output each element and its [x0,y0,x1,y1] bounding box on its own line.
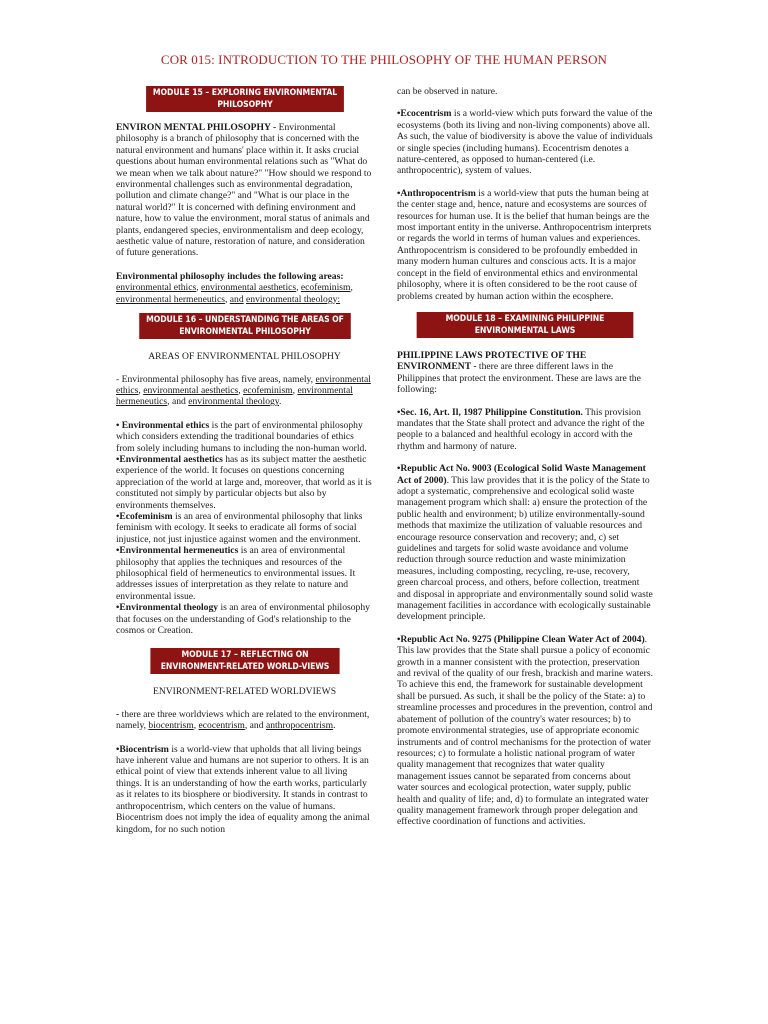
module-18-header: MODULE 18 – EXAMINING PHILIPPINE ENVIRONMENTAL LAWS [417,312,634,338]
left-column [116,86,373,835]
biocentrism-paragraph: •Biocentrism is a world-view that upholds that all living beings have inherent value and humans are not superior to others. It is an ethical point of view that extends inherent value to all living things. It is an understanding of how the earth works, particularly as it relates to its biosphere or biodiversity. It stands in contrast to anthropocentrism, which centers on the value of humans. Biocentrism does not imply the idea of equality among the animal kingdom, for no such notion [116,743,370,835]
env-philosophy-paragraph: ENVIRON MENTAL PHILOSOPHY - Environmental philosophy is a branch of philosophy that is concerned with the natural environment and humans' place within it. It asks crucial questions about human environmental relations such as "What do we mean when we talk about nature?" "How should we respond to environmental challenges such as environmental degradation, pollution and climate change?" and "What is our place in the natural world?" It is concerned with defining environment and nature, how to value the environment, moral status of animals and plants, endangered species, environmentalism and deep ecology, aesthetic value of nature, restoration of nature, and consideration of future generations. [116,122,372,259]
hermeneutics-paragraph: •Environmental hermeneutics is an area of environmental philosophy that applies the techniques and resources of the philosophical field of hermeneutics to environmental issues. It addresses issues of interpretation as they relate to nature and environmental issue. [116,545,356,602]
worldviews-title: ENVIRONMENT-RELATED WORLDVIEWS [152,686,337,698]
areas-included-paragraph: Environmental philosophy includes the following areas: environmental ethics, environmental aesthetics, ecofeminism, environmental hermeneutics, and environmental theology: [116,270,353,305]
module-16-header: MODULE 16 – UNDERSTANDING THE AREAS OF ENVIRONMENTAL PHILOSOPHY [139,313,351,339]
module-17-header: MODULE 17 – REFLECTING ON ENVIRONMENT-RELATED WORLD-VIEWS [150,648,339,674]
aesthetics-paragraph: •Environmental aesthetics has as its subject matter the aesthetic experience of the world. It focuses on questions concerning appreciation of the world at large and, moreover, that world as it is constituted not simply by particular objects but also by environments themselves. [116,453,372,511]
ra9003-paragraph: •Republic Act No. 9003 (Ecological Solid Waste Management Act of 2000). This law provides that it is the policy of the State to adopt a systematic, comprehensive and ecological solid waste management program which shall: a) ensure the protection of the public health and environment; b) utilize environmentally-sound methods that maximize the utilization of valuable resources and encourage resource conservation and recovery; and, c) set guidelines and targets for solid waste avoidance and volume reduction through source reduction and waste minimization measures, including composting, recycling, re-use, recovery, green charcoal process, and others, before collection, treatment and disposal in appropriate and environmentally sound solid waste management facilities in accordance with ecologically sustainable development principle. [397,463,653,623]
right-column [397,86,653,828]
module-15-header: MODULE 15 – EXPLORING ENVIRONMENTAL PHILOSOPHY [146,86,344,112]
worldviews-intro: - there are three worldviews which are related to the environment, namely, biocentrism, ecocentrism, and anthropocentrism. [116,708,370,732]
anthropocentrism-paragraph: •Anthropocentrism is a world-view that puts the human being at the center stage and, hence, nature and ecosystems are sources of resources for human use. It is the belief that human beings are the most important entity in the universe. Anthropocentrism interprets or regards the world in terms of human values and experiences. Anthropocentrism is considered to be profoundly embedded in many modern human cultures and conscious acts. It is a major concept in the field of environmental ethics and environmental philosophy, where it is often considered to be the root cause of problems created by human action within the ecosphere. [397,187,652,302]
ra9275-paragraph: •Republic Act No. 9275 (Philippine Clean Water Act of 2004). This law provides that the State shall pursue a policy of economic growth in a manner consistent with the protection, preservation and revival of the quality of our fresh, brackish and marine waters. To achieve this end, the framework for sustainable development shall be pursued. As such, it shall be the policy of the State: a) to streamline processes and procedures in the prevention, control and abatement of pollution of the country's water resources; b) to promote environmental strategies, use of appropriate economic instruments and of control mechanisms for the protection of water resources; c) to formulate a holistic national program of water quality management that recognizes that water quality management issues cannot be separated from concerns about water sources and ecological protection, water supply, public health and quality of life; and, d) to formulate an integrated water quality management framework through proper delegation and effective coordination of functions and activities. [397,633,654,828]
five-areas-paragraph: - Environmental philosophy has five areas, namely, environmental ethics, environmental aesthetics, ecofeminism, environmental hermeneutics, and environmental theology. [116,373,371,408]
page-title: COR 015: INTRODUCTION TO THE PHILOSOPHY OF THE HUMAN PERSON [160,52,608,67]
areas-title: AREAS OF ENVIRONMENTAL PHILOSOPHY [148,351,341,363]
philippine-laws-paragraph: PHILIPPINE LAWS PROTECTIVE OF THE ENVIRONMENT - there are three different laws in the Philippines that protect the environment. These are laws are the following: [397,349,641,396]
ecocentrism-paragraph: •Ecocentrism is a world-view which puts forward the value of the ecosystems (both its living and non-living components) above all. As such, the value of biodiversity is above the value of individuals or single species (including humans). Ecocentrism denotes a nature-centered, as opposed to human-centered (i.e. anthropocentric), system of values. [397,108,653,177]
sec16-paragraph: •Sec. 16, Art. Il, 1987 Philippine Constitution. This provision mandates that the State shall protect and advance the right of the people to a balanced and healthful ecology in accord with the rhythm and harmony of nature. [397,406,645,452]
continued-text: can be observed in nature. [397,86,498,97]
theology-paragraph: •Environmental theology is an area of environmental philosophy that focuses on the understanding of God's relationship to the cosmos or Creation. [116,602,370,637]
ethics-paragraph: • Environmental ethics is the part of environmental philosophy which considers extending the traditional boundaries of ethics from solely including humans to including the non-human world. [116,419,367,454]
ecofeminism-paragraph: •Ecofeminism is an area of environmental philosophy that links feminism with ecology. It seeks to eradicate all forms of social injustice, not just injustice against women and the environment. [116,510,363,545]
